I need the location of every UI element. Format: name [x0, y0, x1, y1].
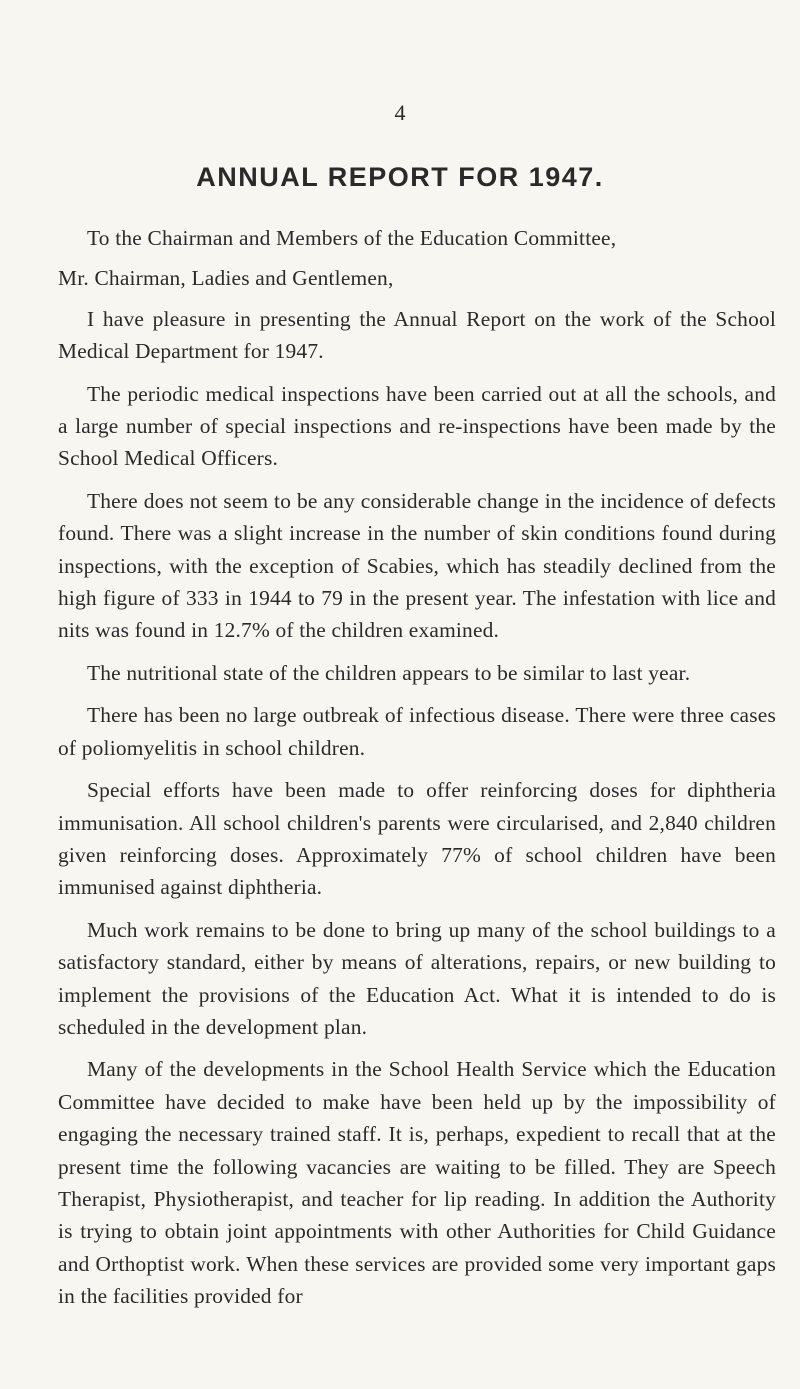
paragraph-staff-vacancies: Many of the developments in the School Health Service which the Education Committee have decided to make have been held up by the impossibility of engaging the necessary trained staff. It is, perhaps, expedient to recall that at the present time the following vacancies are waiting to be filled. They are Speech Therapist, Physiotherapist, and teacher for lip reading. In addition the Authority is trying to obtain joint appointments with other Authorities for Child Guidance and Orthoptist work. When these services are provided some very important gaps in the facilities provided for	[58, 1057, 776, 1309]
paragraph-defects: There does not seem to be any considerable change in the incidence of defects found. There was a slight increase in the number of skin conditions found during inspections, with the exception of Scabies, which has steadily declined from the high figure of 333 in 1944 to 79 in the present year. The infestation with lice and nits was found in 12.7% of the children examined.	[58, 488, 776, 643]
salutation-line: Mr. Chairman, Ladies and Gentlemen,	[58, 266, 394, 291]
paragraph-diphtheria: Special efforts have been made to offer reinforcing doses for diphtheria immunisation. All school children's parents were circularised, and 2,840 children given reinforcing doses. Approximately 77% of school children have been immunised against diphtheria.	[58, 778, 776, 900]
letter-body	[58, 222, 776, 1323]
paragraph-nutrition: The nutritional state of the children appears to be similar to last year.	[87, 660, 691, 685]
paragraph-inspections: The periodic medical inspections have been carried out at all the schools, and a large number of special inspections and re-inspections have been made by the School Medical Officers.	[58, 381, 776, 471]
paragraph-infectious-disease: There has been no large outbreak of infectious disease. There were three cases of poliomyelitis in school children.	[58, 703, 776, 760]
addressee-line: To the Chairman and Members of the Education Committee,	[87, 226, 617, 250]
paragraph-school-buildings: Much work remains to be done to bring up many of the school buildings to a satisfactory standard, either by means of alterations, repairs, or new building to implement the provisions of the Education Act. What it is intended to do is scheduled in the development plan.	[58, 917, 776, 1039]
report-title: ANNUAL REPORT FOR 1947.	[196, 162, 604, 192]
page-number: 4	[394, 100, 406, 125]
paragraph-intro: I have pleasure in presenting the Annual Report on the work of the School Medical Department for 1947.	[58, 306, 776, 364]
